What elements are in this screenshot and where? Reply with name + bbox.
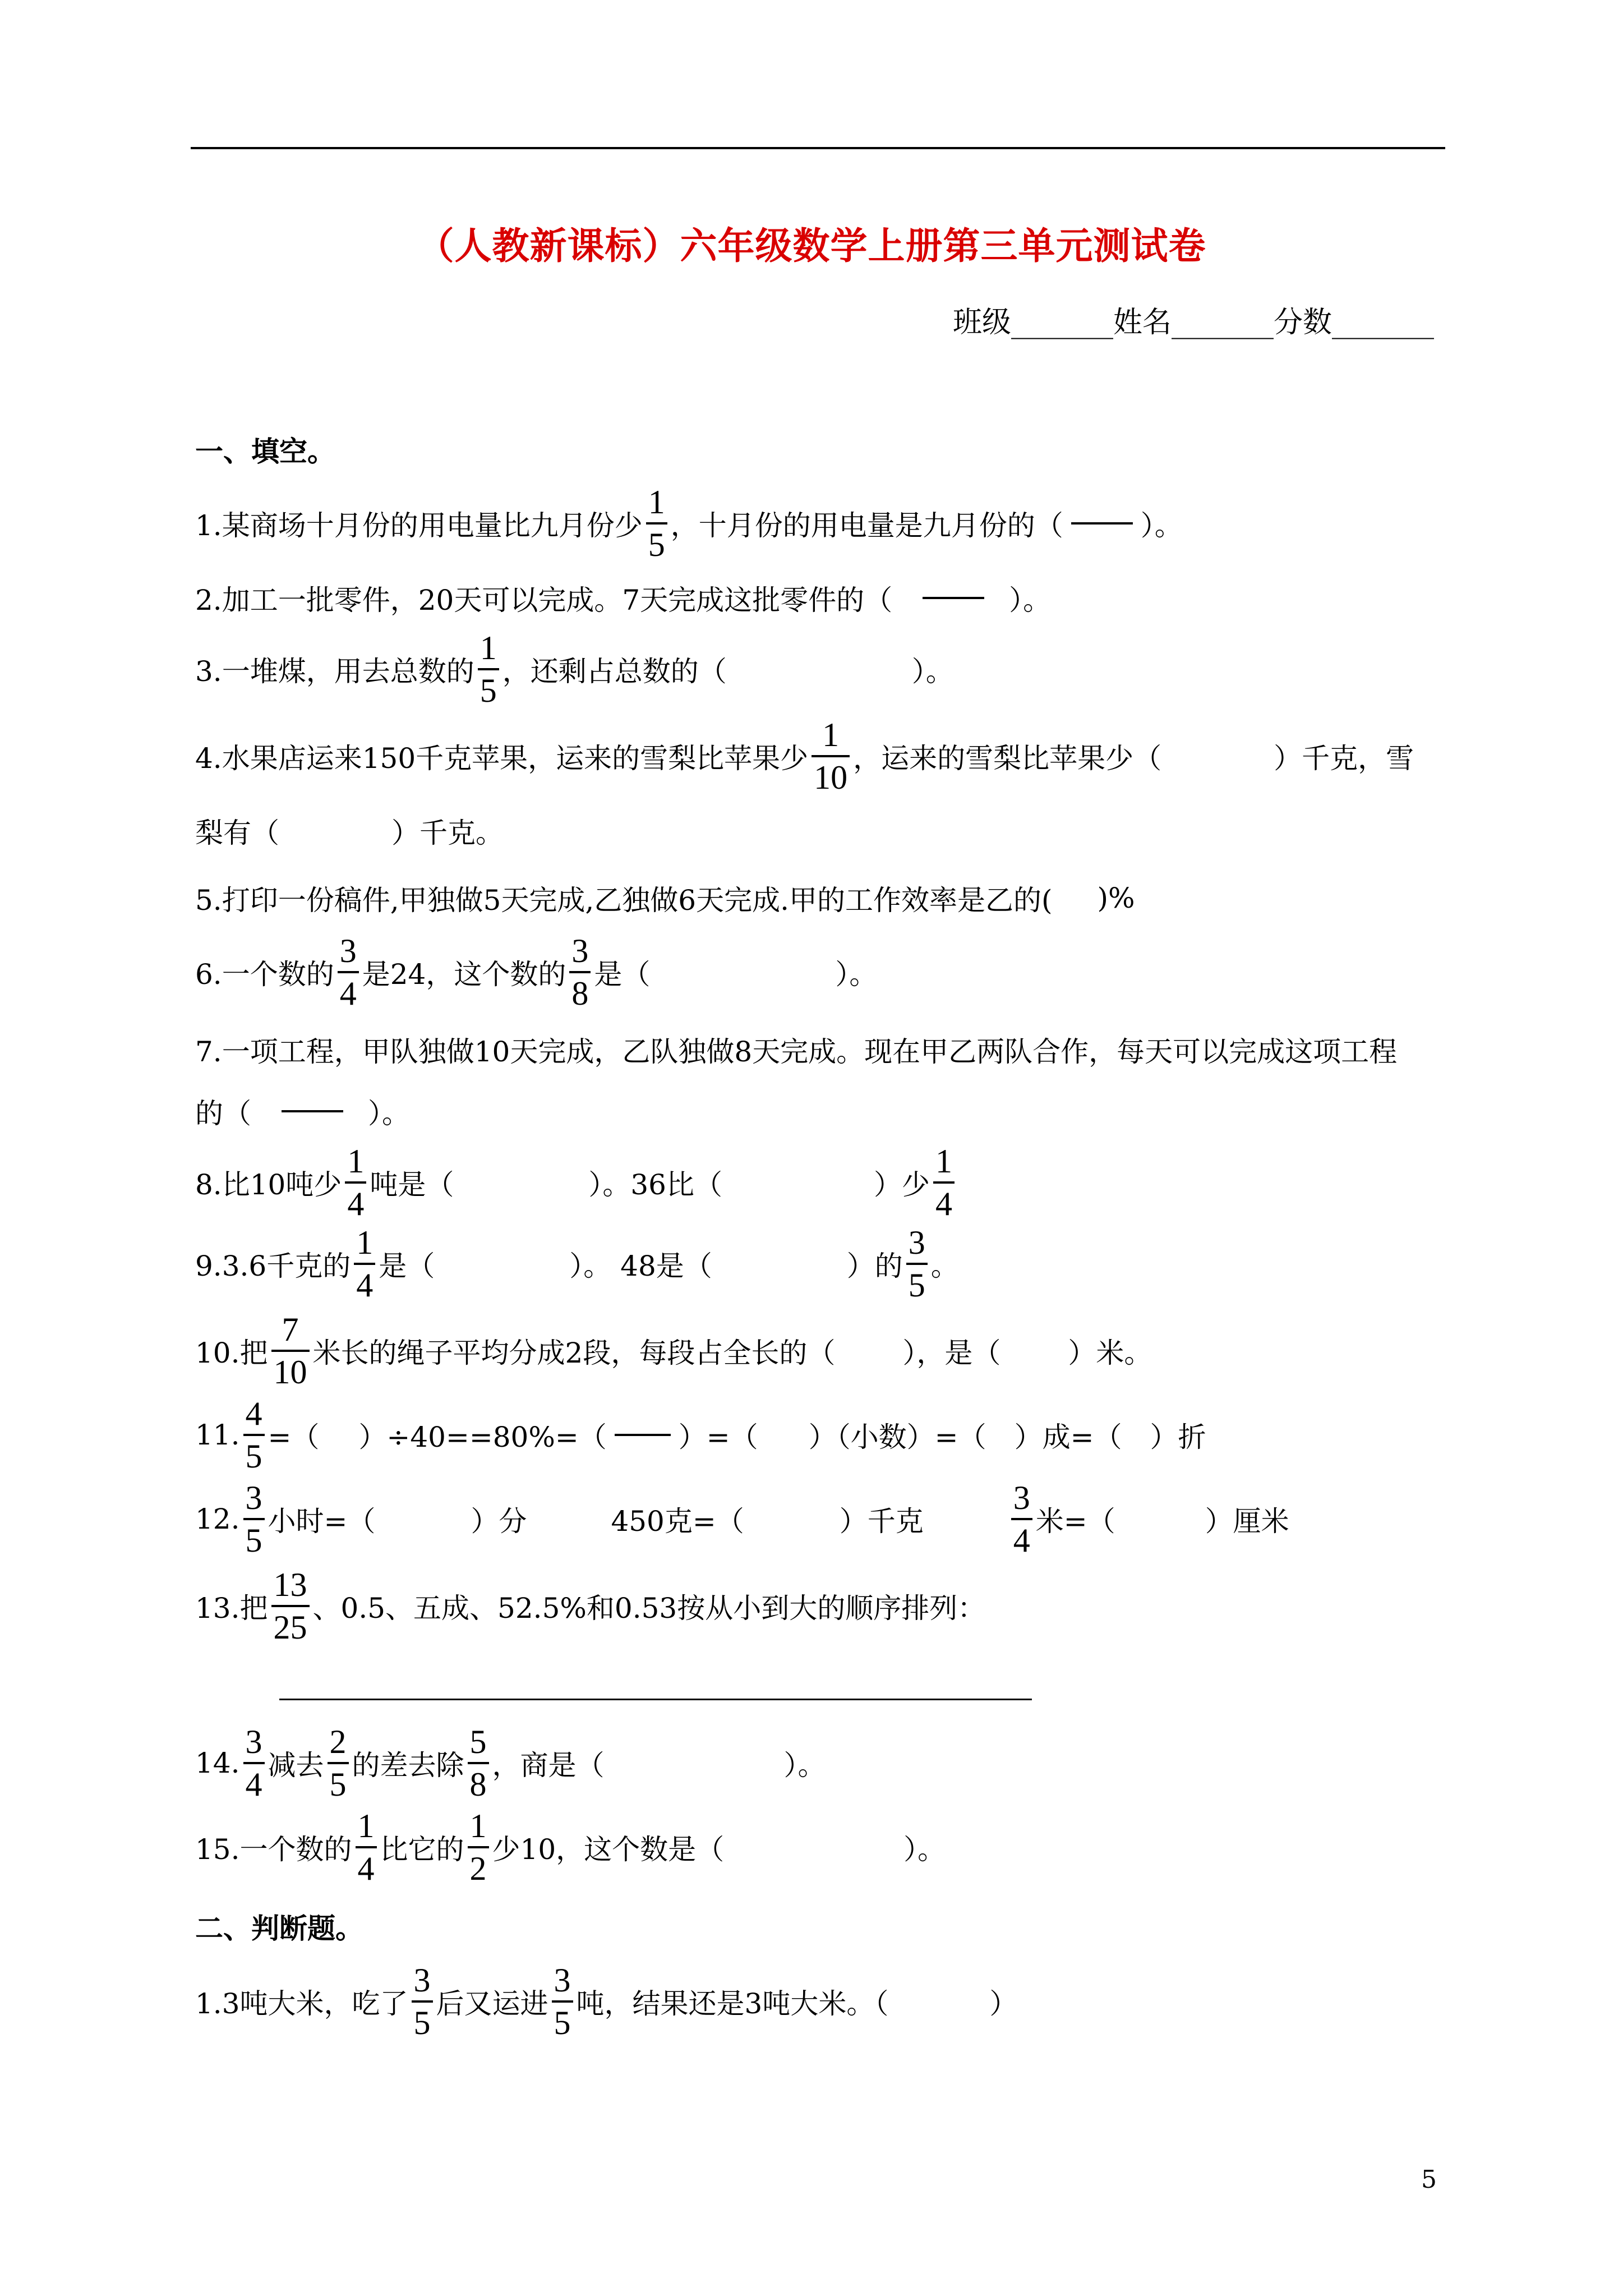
numerator: 1 — [479, 629, 497, 666]
denominator: 2 — [469, 1850, 487, 1887]
score-label: 分数 — [1273, 306, 1332, 339]
denominator: 5 — [329, 1766, 347, 1803]
question-10 — [195, 1313, 1152, 1389]
q14-text-3: 的差去除 — [352, 1749, 464, 1782]
numerator: 1 — [935, 1143, 952, 1180]
question-4-cont — [195, 811, 504, 851]
q5-text: 5.打印一份稿件,甲独做5天完成,乙独做6天完成.甲的工作效率是乙的( — [195, 884, 1053, 917]
q12-text-7: ）厘米 — [1205, 1505, 1289, 1538]
question-3 — [195, 631, 954, 707]
denominator: 4 — [356, 1267, 374, 1304]
q14-text-4: ，商是（ — [492, 1749, 605, 1782]
q11-text-2: =（ — [268, 1421, 320, 1453]
student-info-line — [953, 298, 1434, 341]
denominator: 25 — [273, 1609, 307, 1646]
answer-blank[interactable] — [923, 597, 984, 599]
fraction — [243, 1481, 265, 1557]
page-title: （人教新课标）六年级数学上册第三单元测试卷 — [417, 224, 1206, 268]
q3-text-3: ）。 — [911, 655, 954, 688]
denominator: 4 — [357, 1850, 375, 1887]
q4-text-3: ）千克，雪 — [1274, 742, 1414, 775]
q3-text: 3.一堆煤，用去总数的 — [195, 655, 474, 688]
numerator: 3 — [245, 1723, 262, 1760]
q8-text-2: 吨是（ — [370, 1168, 454, 1201]
q3-text-2: ，还剩占总数的（ — [502, 655, 727, 688]
question-7-cont — [195, 1091, 410, 1131]
numerator: 1 — [648, 484, 665, 521]
fraction — [354, 1226, 375, 1302]
q9-text-3: ）。 48是（ — [569, 1250, 712, 1282]
q14-text-2: 减去 — [268, 1749, 324, 1782]
q11-text-6: ）成=（ — [1014, 1421, 1122, 1453]
denominator: 5 — [648, 526, 665, 563]
q6-text-4: ）。 — [835, 958, 878, 991]
question-9 — [195, 1226, 959, 1302]
q11-text-3: ）÷40==80%=（ — [358, 1421, 607, 1453]
q5-text-2: )% — [1097, 882, 1135, 914]
question-6 — [195, 934, 877, 1010]
q10-text-3: ），是（ — [902, 1337, 1001, 1369]
judgement-1 — [195, 1963, 1017, 2040]
q4-text-4: 梨有（ — [195, 817, 279, 849]
q12-text-4: 450克=（ — [611, 1505, 744, 1538]
question-13 — [195, 1568, 985, 1644]
q8-text: 8.比10吨少 — [195, 1168, 342, 1201]
q11-text-7: ）折 — [1150, 1421, 1206, 1453]
denominator: 4 — [347, 1185, 365, 1222]
numerator: 1 — [356, 1224, 374, 1261]
numerator: 3 — [245, 1479, 262, 1516]
numerator: 1 — [357, 1807, 375, 1844]
q2-text: 2.加工一批零件，20天可以完成。7天完成这批零件的（ — [195, 584, 893, 616]
q8-text-3: ）。36比（ — [588, 1168, 722, 1201]
q6-text: 6.一个数的 — [195, 958, 334, 991]
answer-line[interactable] — [279, 1699, 1032, 1700]
q7-text-2: 的（ — [195, 1097, 251, 1130]
denominator: 4 — [245, 1766, 262, 1803]
q4-text-5: ）千克。 — [391, 817, 504, 849]
q12-text-5: ）千克 — [839, 1505, 924, 1538]
numerator: 3 — [908, 1224, 925, 1261]
class-label: 班级 — [952, 306, 1011, 339]
j1-text-2: 后又运进 — [436, 1987, 548, 2020]
numerator: 5 — [469, 1723, 487, 1760]
denominator: 4 — [1013, 1522, 1030, 1559]
q9-text-2: 是（ — [379, 1250, 435, 1282]
fraction — [468, 1809, 489, 1885]
fraction — [906, 1226, 928, 1302]
numerator: 3 — [339, 932, 357, 969]
q15-text: 15.一个数的 — [195, 1833, 352, 1866]
denominator: 8 — [571, 975, 589, 1012]
numerator: 1 — [469, 1807, 487, 1844]
denominator: 10 — [814, 759, 848, 796]
q12-text: 12. — [195, 1503, 240, 1535]
j1-text: 1.3吨大米，吃了 — [195, 1987, 408, 2020]
numerator: 7 — [282, 1311, 299, 1348]
fraction — [356, 1809, 377, 1885]
j1-text-4: ） — [989, 1987, 1018, 2020]
answer-blank[interactable] — [1071, 522, 1133, 524]
q7-text-3: ）。 — [368, 1097, 410, 1130]
question-15 — [195, 1809, 946, 1885]
q9-text: 9.3.6千克的 — [195, 1250, 351, 1282]
header-rule — [191, 147, 1445, 149]
fraction — [552, 1963, 573, 2040]
question-4 — [195, 718, 1414, 794]
numerator: 4 — [245, 1395, 262, 1432]
fraction — [1011, 1481, 1032, 1557]
fraction — [811, 718, 850, 794]
fraction — [243, 1397, 265, 1473]
section-heading-fill-blank: 一、填空。 — [195, 435, 335, 468]
denominator: 5 — [479, 672, 497, 709]
fraction — [338, 934, 359, 1010]
j1-text-3: 吨，结果还是3吨大米。（ — [576, 1987, 889, 2020]
q13-text-2: 、0.5、五成、52.5%和0.53按从小到大的顺序排列： — [312, 1592, 986, 1625]
denominator: 4 — [339, 975, 357, 1012]
q2-text-2: ）。 — [1009, 584, 1052, 616]
q11-text: 11. — [195, 1419, 240, 1451]
q12-text-2: 小时=（ — [268, 1505, 376, 1538]
q12-text-3: ）分 — [471, 1505, 527, 1538]
q9-text-5: 。 — [930, 1250, 959, 1282]
numerator: 3 — [571, 932, 589, 969]
numerator: 13 — [273, 1566, 307, 1603]
denominator: 5 — [245, 1522, 262, 1559]
fraction — [478, 631, 499, 707]
numerator: 1 — [822, 716, 840, 753]
q1-text-3: ）。 — [1140, 509, 1183, 542]
question-8 — [195, 1144, 958, 1221]
q7-text: 7.一项工程，甲队独做10天完成，乙队独做8天完成。现在甲乙两队合作，每天可以完成这项工程 — [195, 1036, 1398, 1068]
numerator: 1 — [347, 1143, 365, 1180]
question-1 — [195, 485, 1183, 562]
q6-text-2: 是24，这个数的 — [362, 958, 566, 991]
fraction — [328, 1725, 349, 1801]
fraction — [468, 1725, 489, 1801]
section-heading-true-false: 二、判断题。 — [195, 1912, 363, 1945]
q10-text-2: 米长的绳子平均分成2段，每段占全长的（ — [312, 1337, 836, 1369]
answer-blank[interactable] — [282, 1110, 343, 1112]
fraction — [646, 485, 667, 562]
question-7 — [195, 1029, 1397, 1070]
q4-text-2: ，运来的雪梨比苹果少（ — [853, 742, 1162, 775]
q11-text-5: ）（小数）=（ — [808, 1421, 986, 1453]
q15-text-4: ）。 — [903, 1833, 946, 1866]
answer-blank[interactable] — [615, 1434, 671, 1436]
question-11 — [195, 1397, 1206, 1473]
denominator: 10 — [273, 1354, 307, 1391]
q9-text-4: ）的 — [846, 1250, 903, 1282]
denominator: 8 — [469, 1766, 487, 1803]
q10-text-4: ）米。 — [1068, 1337, 1152, 1369]
denominator: 4 — [935, 1185, 952, 1222]
fraction — [345, 1144, 366, 1221]
name-blank: _______ — [1171, 306, 1274, 339]
q8-text-4: ）少 — [873, 1168, 930, 1201]
q1-text: 1.某商场十月份的用电量比九月份少 — [195, 509, 643, 542]
q14-text: 14. — [195, 1747, 240, 1779]
q10-text: 10.把 — [195, 1337, 268, 1369]
q1-text-2: ，十月份的用电量是九月份的（ — [670, 509, 1063, 542]
q11-text-4: ）=（ — [678, 1421, 758, 1453]
q15-text-3: 少10，这个数是（ — [492, 1833, 725, 1866]
name-label: 姓名 — [1113, 306, 1172, 339]
numerator: 3 — [554, 1962, 571, 1999]
fraction — [271, 1568, 310, 1644]
q12-text-6: 米=（ — [1035, 1505, 1115, 1538]
question-2 — [195, 578, 1051, 618]
numerator: 3 — [1013, 1479, 1030, 1516]
q4-text: 4.水果店运来150千克苹果，运来的雪梨比苹果少 — [195, 742, 809, 775]
page-number: 5 — [1421, 2165, 1437, 2194]
q15-text-2: 比它的 — [380, 1833, 464, 1866]
q13-text: 13.把 — [195, 1592, 268, 1625]
question-5 — [195, 878, 1135, 918]
denominator: 5 — [554, 2004, 571, 2041]
question-14 — [195, 1725, 826, 1801]
fraction — [243, 1725, 265, 1801]
numerator: 3 — [413, 1962, 431, 1999]
q6-text-3: 是（ — [594, 958, 651, 991]
class-blank: _______ — [1011, 306, 1113, 339]
numerator: 2 — [329, 1723, 347, 1760]
denominator: 5 — [413, 2004, 431, 2041]
fraction — [933, 1144, 955, 1221]
denominator: 5 — [908, 1267, 925, 1304]
fraction — [271, 1313, 310, 1389]
score-blank: _______ — [1332, 306, 1434, 339]
q14-text-5: ）。 — [783, 1749, 826, 1782]
fraction — [569, 934, 591, 1010]
fraction — [412, 1963, 433, 2040]
question-12 — [195, 1481, 1289, 1557]
denominator: 5 — [245, 1438, 262, 1475]
